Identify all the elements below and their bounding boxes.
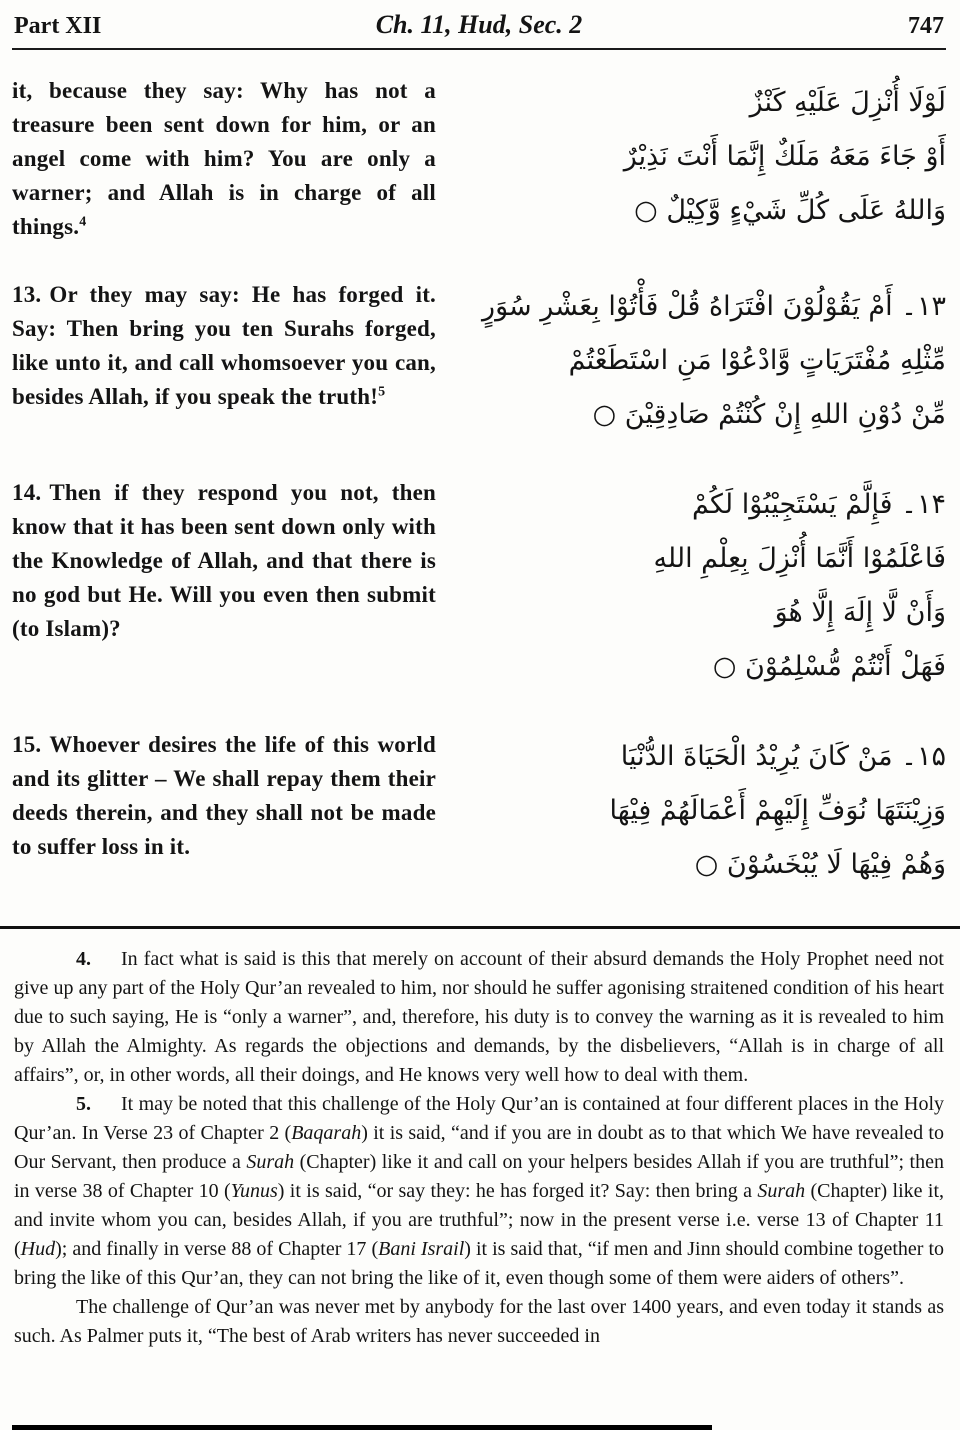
arabic-line: فَاعْلَمُوْا أَنَّمَا أُنْزِلَ بِعِلْمِ اللهِ <box>653 543 946 574</box>
closing-text: The challenge of Qur’an was never met by anybody for the last over 1400 years, and even today it stands as such. As Palmer puts it, “The best of Arab writers has never succeeded in <box>14 1296 944 1347</box>
footnote-ref-5: 5 <box>378 384 386 400</box>
footnotes-section <box>12 939 946 1351</box>
verse-12-arabic <box>454 74 946 244</box>
verse-13-arabic <box>454 278 946 442</box>
verse-13-translation <box>12 278 436 442</box>
verse-number: 13. <box>12 282 42 307</box>
arabic-line: لَوْلَا أُنْزِلَ عَلَيْهِ كَنْزٌ <box>749 87 946 118</box>
arabic-line: ۱۴۔ فَإِلَّمْ يَسْتَجِيْبُوْا لَكُمْ <box>692 489 946 520</box>
footnote-separator <box>0 926 960 929</box>
verse-text: Then if they respond you not, then know that it has been sent down only with the Knowledge of Allah, and that there is no god but He. Will you even then submit (to Islam)? <box>12 480 436 641</box>
arabic-line: مِّثْلِهِ مُفْتَرَيَاتٍ وَّادْعُوْا مَنِ اسْتَطَعْتُمْ <box>568 345 946 376</box>
page-header <box>12 8 946 50</box>
footnote-5-text: It may be noted that this challenge of the Holy Qur’an is contained at four different places in the Holy Qur’an. In Verse 23 of Chapter 2 (Baqarah) it is said, “and if you are in doubt as to that which We have revealed to Our Servant, then produce a Surah (Chapter) like it and call on your helpers besides Allah if you are truthful”; then in verse 38 of Chapter 10 (Yunus) it is said, “or say they: he has forged it? Say: then bring a Surah (Chapter) like it, and invite whom you can, besides Allah, if you are truthful”; now in the present verse i.e. verse 13 of Chapter 11 (Hud); and finally in verse 88 of Chapter 17 (Bani Israil) it is said that, “if men and Jinn should combine together to bring the like of this Qur’an, they can not bring the like of it, even though some of them were aiders of others”. <box>14 1093 945 1289</box>
footnote-5 <box>14 1090 944 1293</box>
verse-text: Whoever desires the life of this world and its glitter – We shall repay them their deeds therein, and they shall not be made to suffer loss in it. <box>12 732 436 859</box>
closing-paragraph <box>14 1293 944 1351</box>
verses-section <box>12 50 946 892</box>
verse-row-14 <box>12 476 946 694</box>
verse-row-15 <box>12 728 946 892</box>
arabic-line: وَزِيْنَتَهَا نُوَفِّ إِلَيْهِمْ أَعْمَالَهُمْ فِيْهَا <box>609 795 946 826</box>
verse-row-13 <box>12 278 946 442</box>
arabic-line: ۱۵۔ مَنْ كَانَ يُرِيْدُ الْحَيَاةَ الدُّنْيَا <box>620 741 946 772</box>
arabic-line: وَأَنْ لَّا إِلَهَ إِلَّا هُوَ <box>774 597 946 628</box>
verse-15-translation <box>12 728 436 892</box>
verse-text: it, because they say: Why has not a treasure been sent down for him, or an angel come with him? You are only a warner; and Allah is in charge of all things. <box>12 78 436 239</box>
arabic-line: فَهَلْ أَنْتُمْ مُّسْلِمُوْنَ ○ <box>712 651 946 682</box>
footnote-4 <box>14 945 944 1090</box>
verse-row-12 <box>12 74 946 244</box>
page-number: 747 <box>908 13 944 39</box>
verse-14-arabic <box>454 476 946 694</box>
footnote-ref-4: 4 <box>79 214 87 230</box>
verse-number: 15. <box>12 732 42 757</box>
arabic-line: وَهُمْ فِيْهَا لَا يُبْخَسُوْنَ ○ <box>694 849 946 880</box>
part-label: Part XII <box>14 13 102 39</box>
footnote-5-number: 5. <box>76 1093 91 1115</box>
arabic-line: ۱۳۔ أَمْ يَقُوْلُوْنَ افْتَرَاهُ قُلْ فَأْتُوْا بِعَشْرِ سُوَرٍ <box>482 291 946 322</box>
verse-text: Or they may say: He has forged it. Say: Then bring you ten Surahs forged, like unto it, and call whomsoever you can, besides Allah, if you speak the truth! <box>12 282 436 409</box>
verse-12-translation <box>12 74 436 244</box>
verse-14-translation <box>12 476 436 694</box>
arabic-line: مِّنْ دُوْنِ اللهِ إِنْ كُنْتُمْ صَادِقِيْنَ ○ <box>592 399 946 430</box>
verse-number: 14. <box>12 480 42 505</box>
cutoff-text-line <box>12 1425 712 1430</box>
footnote-4-text: In fact what is said is this that merely on account of their absurd demands the Holy Prophet need not give up any part of the Holy Qur’an revealed to him, nor should he suffer agonising straitened condition of his heart due to such saying, He is “only a warner”, and, therefore, his duty is to convey the warning as it is revealed to him by Allah the Almighty. As regards the objections and demands, by the disbelievers, “Allah is in charge of all affairs”, or, in other words, all their doings, and He knows very well how to deal with them. <box>14 948 944 1086</box>
chapter-heading: Ch. 11, Hud, Sec. 2 <box>375 10 583 39</box>
arabic-line: أَوْ جَاءَ مَعَهُ مَلَكٌ إِنَّمَا أَنْتَ نَذِيْرٌ <box>623 141 946 172</box>
verse-15-arabic <box>454 728 946 892</box>
footnote-4-number: 4. <box>76 948 91 970</box>
arabic-line: وَاللهُ عَلَى كُلِّ شَيْءٍ وَّكِيْلٌ ○ <box>634 195 946 226</box>
